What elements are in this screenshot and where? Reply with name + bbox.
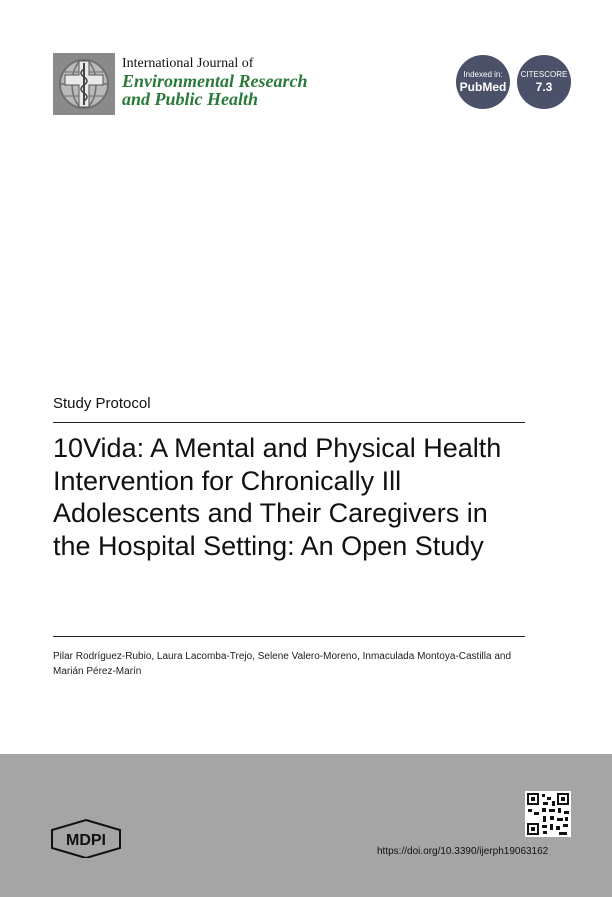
citescore-badge-label: CITESCORE — [520, 70, 568, 79]
journal-title-line1: Environmental Research — [122, 71, 308, 91]
journal-name — [122, 56, 308, 108]
journal-prefix: International Journal of — [122, 56, 254, 71]
qr-code[interactable] — [525, 791, 571, 837]
qr-code-icon — [525, 791, 571, 837]
author-list: Pilar Rodríguez-Rubio, Laura Lacomba-Trejo, Selene Valero-Moreno, Inmaculada Montoya-Castilla and Marián Pérez-Marín — [53, 651, 512, 677]
title-divider-bottom — [53, 636, 525, 637]
pubmed-badge-value: PubMed — [459, 80, 507, 94]
article-type: Study Protocol — [53, 395, 151, 412]
mdpi-hexagon-icon — [50, 818, 122, 858]
citescore-badge-value: 7.3 — [535, 80, 553, 94]
citescore-badge[interactable] — [517, 55, 571, 109]
journal-logo — [53, 53, 115, 115]
mdpi-logo[interactable] — [50, 818, 122, 858]
title-divider-top — [53, 422, 525, 423]
globe-caduceus-icon — [53, 53, 115, 115]
article-title: 10Vida: A Mental and Physical Health Intervention for Chronically Ill Adolescents and Their Caregivers in the Hospital Setting: An Open Study — [53, 433, 502, 561]
publisher-name: MDPI — [66, 832, 106, 849]
pubmed-badge[interactable] — [456, 55, 510, 109]
journal-title-line2: and Public Health — [122, 89, 259, 109]
pubmed-badge-label: Indexed in: — [463, 70, 503, 79]
doi-link[interactable]: https://doi.org/10.3390/ijerph19063162 — [377, 846, 549, 857]
